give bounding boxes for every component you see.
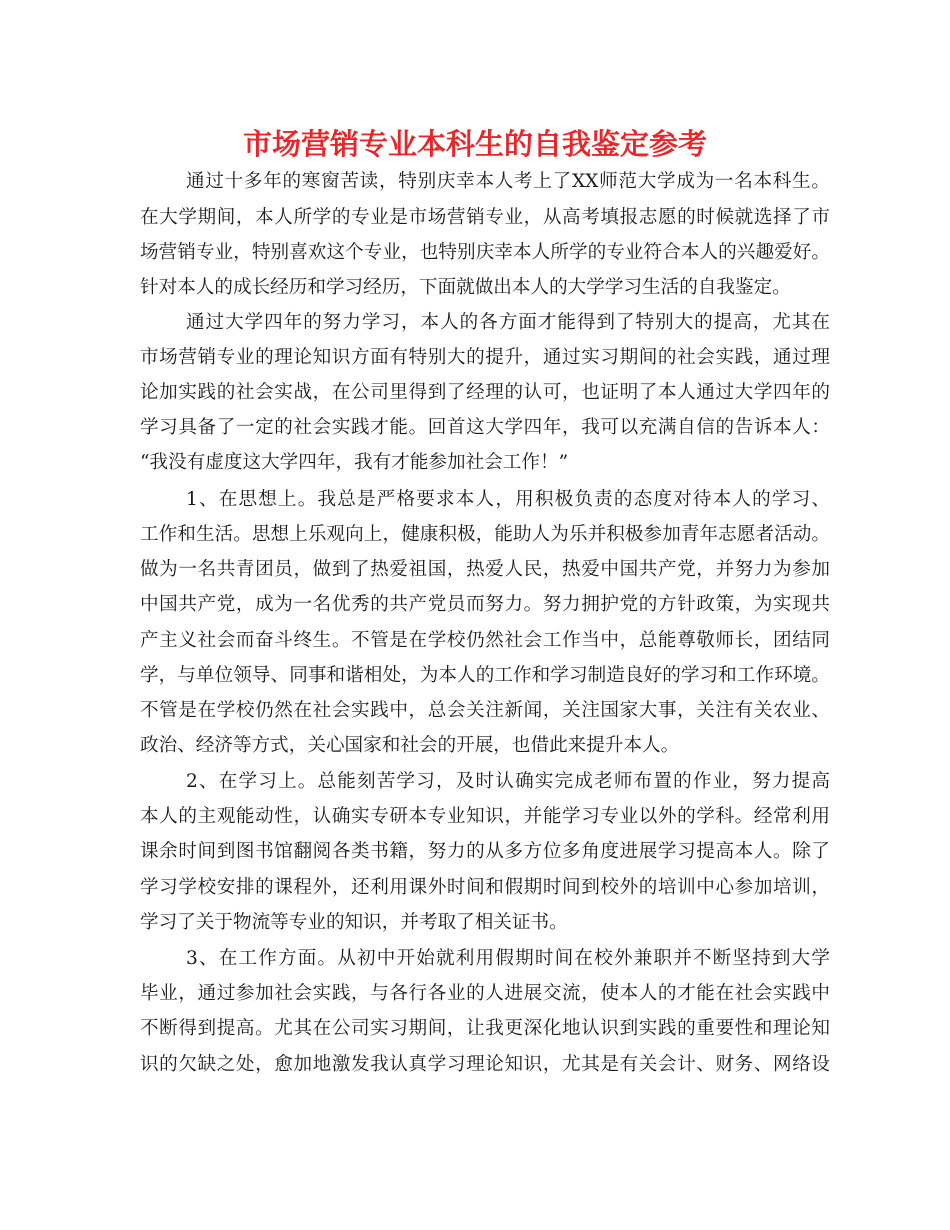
text-line: 工作和生活。思想上乐观向上，健康积极，能助人为乐并积极参加青年志愿者活动。 <box>140 524 830 545</box>
text-line: 场营销专业，特别喜欢这个专业，也特别庆幸本人所学的专业符合本人的兴趣爱好。 <box>140 242 830 263</box>
text-line: 论加实践的社会实战，在公司里得到了经理的认可，也证明了本人通过大学四年的 <box>140 382 830 403</box>
text-line: 学习学校安排的课程外，还利用课外时间和假期时间到校外的培训中心参加培训， <box>140 877 830 898</box>
text-line: 不断得到提高。尤其在公司实习期间，让我更深化地认识到实践的重要性和理论知 <box>140 1018 830 1039</box>
text-line: 中国共产党，成为一名优秀的共产党员而努力。努力拥护党的方针政策，为实现共 <box>140 594 830 615</box>
text-line: 毕业，通过参加社会实践，与各行各业的人进展交流，使本人的才能在社会实践中 <box>140 983 830 1004</box>
text-line: 针对本人的成长经历和学习经历，下面就做出本人的大学学习生活的自我鉴定。 <box>140 277 791 298</box>
text-line: 学习了关于物流等专业的知识，并考取了相关证书。 <box>140 912 568 933</box>
text-line: “我没有虚度这大学四年，我有才能参加社会工作！” <box>140 452 569 473</box>
text-line: 做为一名共青团员，做到了热爱祖国，热爱人民，热爱中国共产党，并努力为参加 <box>140 559 830 580</box>
text-line: 1、在思想上。我总是严格要求本人，用积极负责的态度对待本人的学习、 <box>186 489 830 510</box>
document-title: 市场营销专业本科生的自我鉴定参考 <box>242 127 707 161</box>
text-line: 政治、经济等方式，关心国家和社会的开展，也借此来提升本人。 <box>140 735 680 756</box>
text-line: 本人的主观能动性，认确实专研本专业知识，并能学习专业以外的学科。经常利用 <box>140 806 830 827</box>
text-line: 市场营销专业的理论知识方面有特别大的提升，通过实习期间的社会实践，通过理 <box>140 347 830 368</box>
text-line: 在大学期间，本人所学的专业是市场营销专业，从高考填报志愿的时候就选择了市 <box>140 207 830 228</box>
text-line: 产主义社会而奋斗终生。不管是在学校仍然社会工作当中，总能尊敬师长，团结同 <box>140 630 830 651</box>
text-line: 通过大学四年的努力学习，本人的各方面才能得到了特别大的提高，尤其在 <box>186 312 830 333</box>
text-line: 课余时间到图书馆翻阅各类书籍，努力的从多方位多角度进展学习提高本人。除了 <box>140 841 830 862</box>
text-line: 学，与单位领导、同事和谐相处，为本人的工作和学习制造良好的学习和工作环境。 <box>140 665 830 686</box>
text-line: 3、在工作方面。从初中开始就利用假期时间在校外兼职并不断坚持到大学 <box>186 948 830 969</box>
text-line: 不管是在学校仍然在社会实践中，总会关注新闻，关注国家大事，关注有关农业、 <box>140 700 830 721</box>
text-line: 2、在学习上。总能刻苦学习，及时认确实完成老师布置的作业，努力提高 <box>186 771 830 792</box>
text-line: 学习具备了一定的社会实践才能。回首这大学四年，我可以充满自信的告诉本人： <box>140 417 830 438</box>
text-line: 识的欠缺之处，愈加地激发我认真学习理论知识，尤其是有关会计、财务、网络设 <box>140 1054 830 1075</box>
text-line: 通过十多年的寒窗苦读，特别庆幸本人考上了XX师范大学成为一名本科生。 <box>186 171 830 192</box>
